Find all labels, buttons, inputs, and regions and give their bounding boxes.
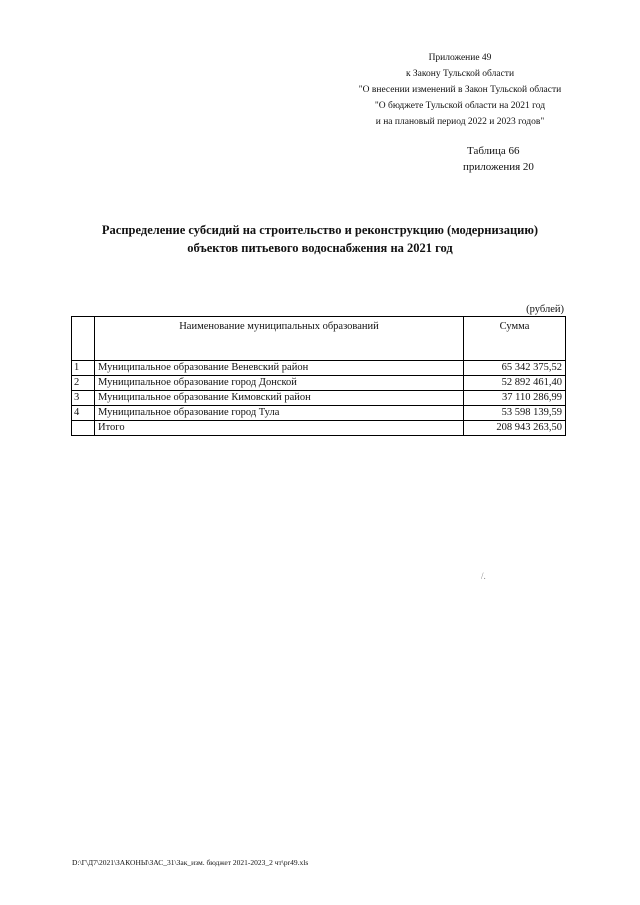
header-line: к Закону Тульской области [405,69,515,79]
row-number: 1 [72,361,95,376]
title-line-1: Распределение субсидий на строительство и реконструкцию (модернизацию) [101,223,539,237]
municipality-name: Муниципальное образование город Тула [95,406,464,421]
title-line-2: объектов питьевого водоснабжения на 2021 год [187,241,453,255]
table-row [72,406,566,421]
table-row [72,361,566,376]
appendix-number: приложения 20 [463,161,534,173]
municipality-name: Муниципальное образование город Донской [95,376,464,391]
header-line: и на плановый период 2022 и 2023 годов" [375,117,545,127]
table-header-row [72,317,566,361]
row-number: 4 [72,406,95,421]
table-number: Таблица 66 [467,145,520,157]
subsidy-amount: 65 342 375,52 [464,361,566,376]
total-row [72,421,566,436]
subsidy-amount: 53 598 139,59 [464,406,566,421]
header-line: "О внесении изменений в Закон Тульской области [358,85,562,95]
name-column-header: Наименование муниципальных образований [95,317,464,361]
total-label: Итого [95,421,464,436]
total-number-cell [72,421,95,436]
header-line: "О бюджете Тульской области на 2021 год [374,101,546,111]
row-number: 2 [72,376,95,391]
number-column-header [72,317,95,361]
sum-column-header: Сумма [464,317,566,361]
municipality-name: Муниципальное образование Кимовский район [95,391,464,406]
header-line: Приложение 49 [428,53,492,63]
document-title [40,221,600,257]
file-path-footer: D:\Г\Д7\2021\ЗАКОНЫ\ЗАС_31\Зак_изм. бюджет 2021-2023_2 чт\pr49.xls [72,858,309,867]
table-row [72,376,566,391]
table-reference [463,143,583,175]
subsidy-amount: 52 892 461,40 [464,376,566,391]
subsidy-table [71,316,566,436]
total-amount: 208 943 263,50 [464,421,566,436]
municipality-name: Муниципальное образование Веневский район [95,361,464,376]
scan-mark: /. [481,571,486,581]
appendix-header [330,50,590,130]
table-row [72,391,566,406]
row-number: 3 [72,391,95,406]
subsidy-amount: 37 110 286,99 [464,391,566,406]
units-label: (рублей) [526,304,564,315]
